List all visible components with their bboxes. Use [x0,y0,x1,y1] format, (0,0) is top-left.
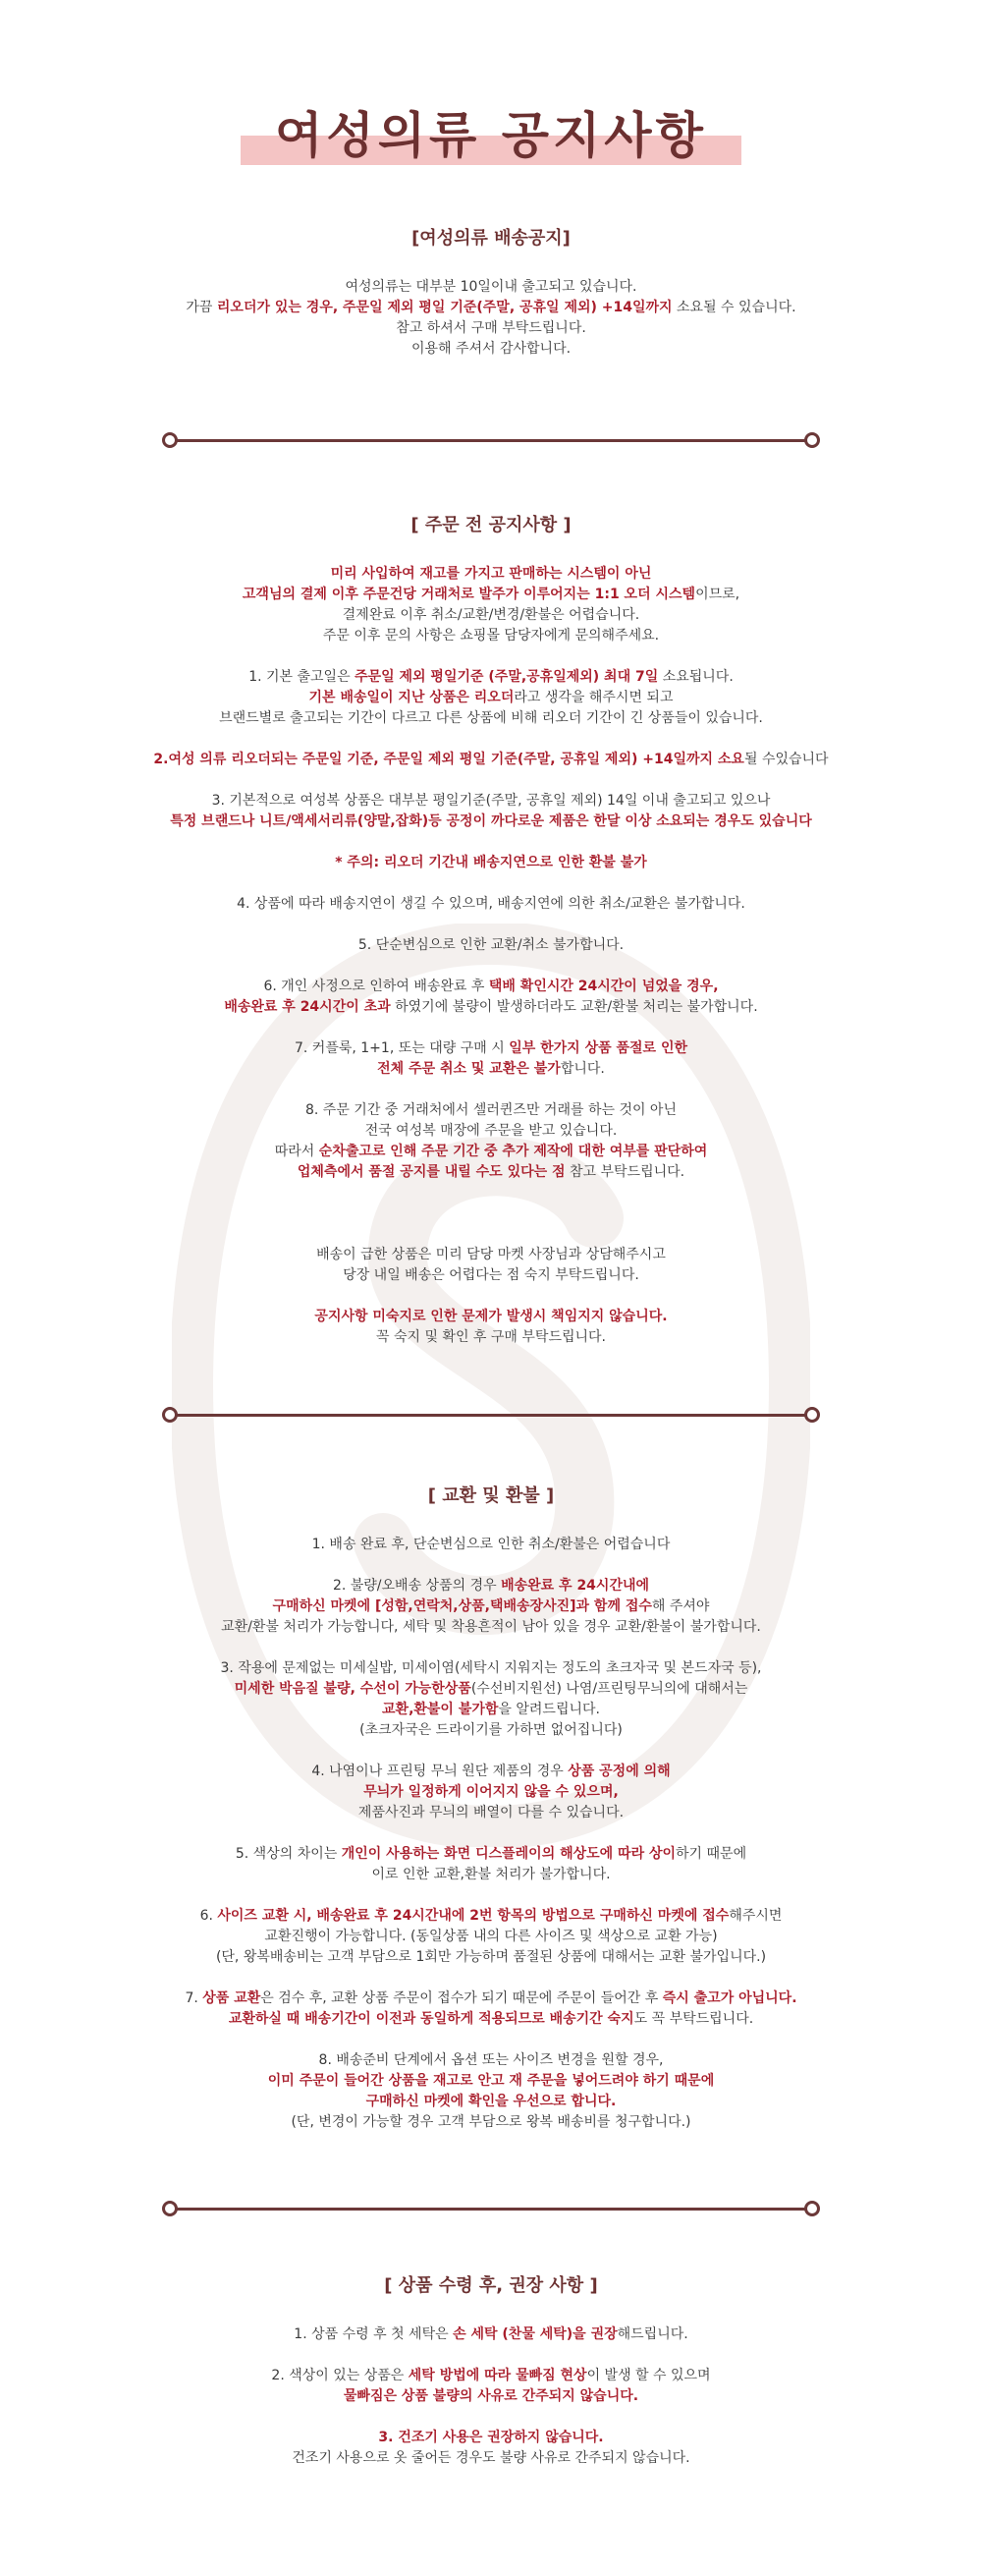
notice-line [0,1782,982,1803]
section-title: [ 주문 전 공지사항 ] [410,515,572,535]
notice-paragraph [0,1038,982,1080]
notice-paragraph [0,935,982,956]
highlighted-text: 배송완료 후 24시간내에 [501,1578,650,1594]
notice-text: 합니다. [560,1061,605,1077]
notice-line [0,1988,982,2009]
notice-line [0,1844,982,1865]
notice-line [0,1596,982,1617]
notice-line [0,339,982,360]
notice-paragraph [0,564,982,646]
notice-text: 따라서 [274,1144,319,1159]
notice-text: 소요될 수 있습니다. [672,300,796,315]
notice-text: 참고 하셔서 구매 부탁드립니다. [396,320,586,336]
highlighted-text: 구매하신 마켓에 확인을 우선으로 합니다. [365,2094,617,2109]
notice-text: 참고 부탁드립니다. [565,1164,685,1180]
notice-paragraph [0,1576,982,1638]
highlighted-text: 전체 주문 취소 및 교환은 불가 [377,1061,561,1077]
notice-text: 될 수있습니다 [743,752,829,767]
highlighted-text: 상품 공정에 의해 [568,1764,671,1779]
section-body [0,277,982,360]
section-body [0,1535,982,2133]
notice-line [0,1947,982,1968]
notice-text: 당장 내일 배송은 어렵다는 점 숙지 부탁드립니다. [343,1267,639,1283]
notice-text: 4. 나염이나 프린팅 무늬 원단 제품의 경우 [311,1764,569,1779]
highlighted-text: 건조기 사용은 권장하지 않습니다. [398,2430,604,2445]
notice-text: 주문 이후 문의 사항은 쇼핑몰 담당자에게 문의해주세요. [322,628,660,644]
notice-text: 3. 기본적으로 여성복 상품은 대부분 평일기준(주말, 공휴일 제외) 14일 이내 출고되고 있으나 [211,793,771,809]
notice-paragraph [0,1988,982,2030]
notice-line [0,1204,982,1224]
notice-line [0,1038,982,1059]
highlighted-text: 물빠짐은 상품 불량의 사유로 간주되지 않습니다. [343,2388,639,2404]
notice-line [0,1576,982,1596]
highlighted-text: 여성 의류 리오더되는 주문일 기준, 주문일 제외 평일 기준(주말, 공휴일 제외) +14일까지 소요 [168,752,744,767]
notice-text: 5. 단순변심으로 인한 교환/취소 불가합니다. [357,937,625,953]
notice-text: (초크자국은 드라이기를 가하면 없어집니다) [359,1722,623,1738]
notice-text: 꼭 숙지 및 확인 후 구매 부탁드립니다. [375,1329,606,1345]
section-divider [162,432,820,448]
notice-text: 결제완료 이후 취소/교환/변경/환불은 어렵습니다. [342,607,640,623]
highlighted-text: 사이즈 교환 시, 배송완료 후 24시간내에 2번 항목의 방법으로 구매하신 마켓에 접수 [217,1908,730,1924]
notice-paragraph [0,1762,982,1823]
highlighted-text: 업체측에서 품절 공지를 내릴 수도 있다는 점 [297,1164,566,1180]
highlighted-text: 교환하실 때 배송기간이 이전과 동일하게 적용되므로 배송기간 숙지 [228,2011,634,2027]
notice-line [0,750,982,770]
notice-paragraph [0,1100,982,1183]
notice-paragraph [0,977,982,1018]
highlighted-text: 일부 한가지 상품 품절로 인한 [509,1040,687,1056]
notice-paragraph [0,1844,982,1885]
notice-line [0,1162,982,1183]
notice-text: 소요됩니다. [658,669,734,685]
notice-text: 건조기 사용으로 옷 줄어든 경우도 불량 사유로 간주되지 않습니다. [292,2450,690,2466]
notice-text: 1. 기본 출고일은 [248,669,355,685]
notice-paragraph [0,1307,982,1348]
page-title: 여성의류 공지사항 [275,107,707,164]
notice-line [0,1865,982,1885]
highlighted-text: 이미 주문이 들어간 상품을 재고로 안고 재 주문을 넣어드려야 하기 때문에 [267,2073,715,2089]
notice-paragraph [0,2428,982,2469]
section-divider [162,2201,820,2216]
notice-text: 은 검수 후, 교환 상품 주문이 접수가 되기 때문에 주문이 들어간 후 [260,1990,663,2006]
notice-line [0,277,982,298]
notice-paragraph [0,1535,982,1555]
highlighted-text: 세탁 방법에 따라 물빠짐 현상 [408,2368,587,2383]
highlighted-text: 기본 배송일이 지난 상품은 리오더 [308,690,515,705]
notice-text: 하기 때문에 [676,1846,747,1862]
notice-text: 2. 색상이 있는 상품은 [271,2368,409,2383]
notice-paragraph [0,2324,982,2345]
notice-text: 도 꼭 부탁드립니다. [633,2011,754,2027]
notice-paragraph [0,1245,982,1286]
notice-line [0,1142,982,1162]
notice-text: 배송이 급한 상품은 미리 담당 마켓 사장님과 상담해주시고 [316,1247,666,1262]
notice-text: 전국 여성복 매장에 주문을 받고 있습니다. [364,1123,618,1139]
notice-line [0,564,982,585]
notice-text: 하였기에 불량이 발생하더라도 교환/환불 처리는 불가합니다. [390,999,758,1015]
notice-text: 6. [199,1908,218,1924]
notice-paragraph [0,894,982,915]
notice-line [0,1658,982,1679]
highlighted-text: 공지사항 미숙지로 인한 문제가 발생시 책임지지 않습니다. [314,1309,668,1324]
highlighted-text: 상품 교환 [202,1990,261,2006]
notice-text: 브랜드별로 출고되는 기간이 다르고 다른 상품에 비해 리오더 기간이 긴 상품들이 있습니다. [219,710,763,726]
notice-line [0,2428,982,2448]
notice-line [0,853,982,873]
notice-line [0,1327,982,1348]
highlighted-text: 3. [378,2430,399,2445]
highlighted-text: 2. [153,752,169,767]
notice-line [0,997,982,1018]
highlighted-text: 구매하신 마켓에 [성함,연락처,상품,택배송장사진]과 함께 접수 [272,1598,652,1614]
section-pre-order-notice [0,511,982,1369]
notice-line [0,791,982,812]
notice-paragraph [0,1906,982,1968]
section-body [0,564,982,1348]
highlighted-text: 개인이 사용하는 화면 디스플레이의 해상도에 따라 상이 [341,1846,677,1862]
notice-paragraph [0,1204,982,1224]
notice-line [0,2092,982,2112]
notice-line [0,1762,982,1782]
notice-line [0,667,982,688]
notice-paragraph [0,853,982,873]
highlighted-text: 배송완료 후 24시간이 초과 [224,999,391,1015]
notice-text: (단, 변경이 가능할 경우 고객 부담으로 왕복 배송비를 청구합니다.) [291,2114,691,2130]
notice-text: 1. 상품 수령 후 첫 세탁은 [294,2326,454,2342]
notice-text: 5. 색상의 차이는 [235,1846,342,1862]
notice-line [0,2448,982,2469]
highlighted-text: 특정 브랜드나 니트/액세서리류(양말,잡화)등 공정이 까다로운 제품은 한달 이상 소요되는 경우도 있습니다 [170,813,812,829]
notice-line [0,708,982,729]
notice-text: 2. 불량/오배송 상품의 경우 [332,1578,502,1594]
notice-text: 3. 작용에 문제없는 미세실밥, 미세이염(세탁시 지워지는 정도의 초크자국 및 본드자국 등), [220,1660,762,1676]
notice-line [0,688,982,708]
notice-text: 제품사진과 무늬의 배열이 다를 수 있습니다. [357,1805,625,1820]
notice-text: 4. 상품에 따라 배송지연이 생길 수 있으며, 배송지연에 의한 취소/교환은 불가합니다. [237,896,745,912]
highlighted-text: 고객님의 결제 이후 주문건당 거래처로 발주가 이루어지는 1:1 오더 시스템 [242,587,696,602]
notice-text: 이므로, [695,587,740,602]
notice-line [0,1245,982,1265]
notice-line [0,1617,982,1638]
notice-text: 교환진행이 가능합니다. (동일상품 내의 다른 사이즈 및 색상으로 교환 가능) [264,1929,718,1944]
notice-line [0,2366,982,2386]
notice-line [0,298,982,318]
notice-text: 교환/환불 처리가 가능합니다, 세탁 및 착용흔적이 남아 있을 경우 교환/환불이 불가합니다. [221,1619,761,1635]
notice-line [0,977,982,997]
notice-text: 해주시면 [729,1908,783,1924]
highlighted-text: 무늬가 일정하게 이어지지 않을 수 있으며, [363,1784,619,1800]
notice-text: 7. 커플룩, 1+1, 또는 대량 구매 시 [295,1040,510,1056]
highlighted-text: 미세한 박음질 불량, 수선이 가능한상품 [234,1681,471,1697]
section-title: [ 교환 및 환불 ] [427,1485,555,1506]
highlighted-text: * 주의: 리오더 기간내 배송지연으로 인한 환불 불가 [335,855,647,870]
notice-paragraph [0,2050,982,2133]
section-shipping-notice [0,224,982,380]
section-title: [ 상품 수령 후, 권장 사항 ] [384,2275,598,2296]
notice-text: 가끔 [186,300,217,315]
notice-line [0,605,982,626]
notice-text: 이 발생 할 수 있으며 [586,2368,711,2383]
notice-paragraph [0,2366,982,2407]
highlighted-text: 택배 확인시간 24시간이 넘었을 경우, [488,979,719,994]
notice-line [0,2050,982,2071]
notice-line [0,318,982,339]
notice-text: (단, 왕복배송비는 고객 부담으로 1회만 가능하며 품절된 상품에 대해서는 교환 불가입니다.) [215,1949,767,1965]
section-divider [162,1407,820,1423]
notice-text: 1. 배송 완료 후, 단순변심으로 인한 취소/환불은 어렵습니다 [311,1537,671,1552]
notice-text: 7. [185,1990,203,2006]
section-title: [여성의류 배송공지] [411,228,571,249]
notice-paragraph [0,791,982,832]
highlighted-text: 즉시 출고가 아닙니다. [662,1990,797,2006]
notice-line [0,2071,982,2092]
notice-line [0,935,982,956]
notice-line [0,1059,982,1080]
notice-line [0,1803,982,1823]
notice-text: 라고 생각을 해주시면 되고 [514,690,674,705]
notice-text: 해 주셔야 [651,1598,710,1614]
notice-paragraph [0,1658,982,1741]
notice-paragraph [0,667,982,729]
section-after-receipt [0,2271,982,2490]
notice-line [0,2112,982,2133]
notice-line [0,1265,982,1286]
highlighted-text: 순차출고로 인해 주문 기간 중 추가 제작에 대한 여부를 판단하여 [318,1144,708,1159]
notice-line [0,2324,982,2345]
notice-line [0,626,982,646]
highlighted-text: 주문일 제외 평일기준 (주말,공휴일제외) 최대 7일 [355,669,659,685]
notice-text: 이로 인한 교환,환불 처리가 불가합니다. [371,1867,611,1882]
highlighted-text: 손 세탁 (찬물 세탁)을 권장 [453,2326,618,2342]
notice-paragraph [0,750,982,770]
section-exchange-refund [0,1482,982,2154]
notice-line [0,1927,982,1947]
notice-line [0,894,982,915]
highlighted-text: 리오더가 있는 경우, 주문일 제외 평일 기준(주말, 공휴일 제외) +14일까지 [216,300,673,315]
notice-line [0,1906,982,1927]
notice-text: (수선비지원선) 나염/프린팅무늬의에 대해서는 [470,1681,748,1697]
highlighted-text: 미리 사입하여 재고를 가지고 판매하는 시스템이 아닌 [330,566,652,582]
notice-text: 8. 배송준비 단계에서 옵션 또는 사이즈 변경을 원할 경우, [318,2052,664,2068]
notice-text: 이용해 주셔서 감사합니다. [410,341,572,357]
notice-line [0,1535,982,1555]
notice-line [0,1100,982,1121]
highlighted-text: 교환,환불이 불가함 [382,1702,499,1717]
notice-text: 해드립니다. [617,2326,688,2342]
notice-line [0,1700,982,1720]
notice-paragraph [0,277,982,360]
notice-line [0,2386,982,2407]
section-body [0,2324,982,2469]
notice-text: 여성의류는 대부분 10일이내 출고되고 있습니다. [345,279,637,295]
notice-line [0,812,982,832]
notice-line [0,585,982,605]
notice-line [0,1307,982,1327]
notice-line [0,1720,982,1741]
notice-text: 8. 주문 기간 중 거래처에서 셀러퀸즈만 거래를 하는 것이 아닌 [305,1102,677,1118]
notice-line [0,2009,982,2030]
notice-line [0,1121,982,1142]
notice-text: 6. 개인 사정으로 인하여 배송완료 후 [263,979,489,994]
notice-line [0,1679,982,1700]
notice-text: 을 알려드립니다. [498,1702,600,1717]
